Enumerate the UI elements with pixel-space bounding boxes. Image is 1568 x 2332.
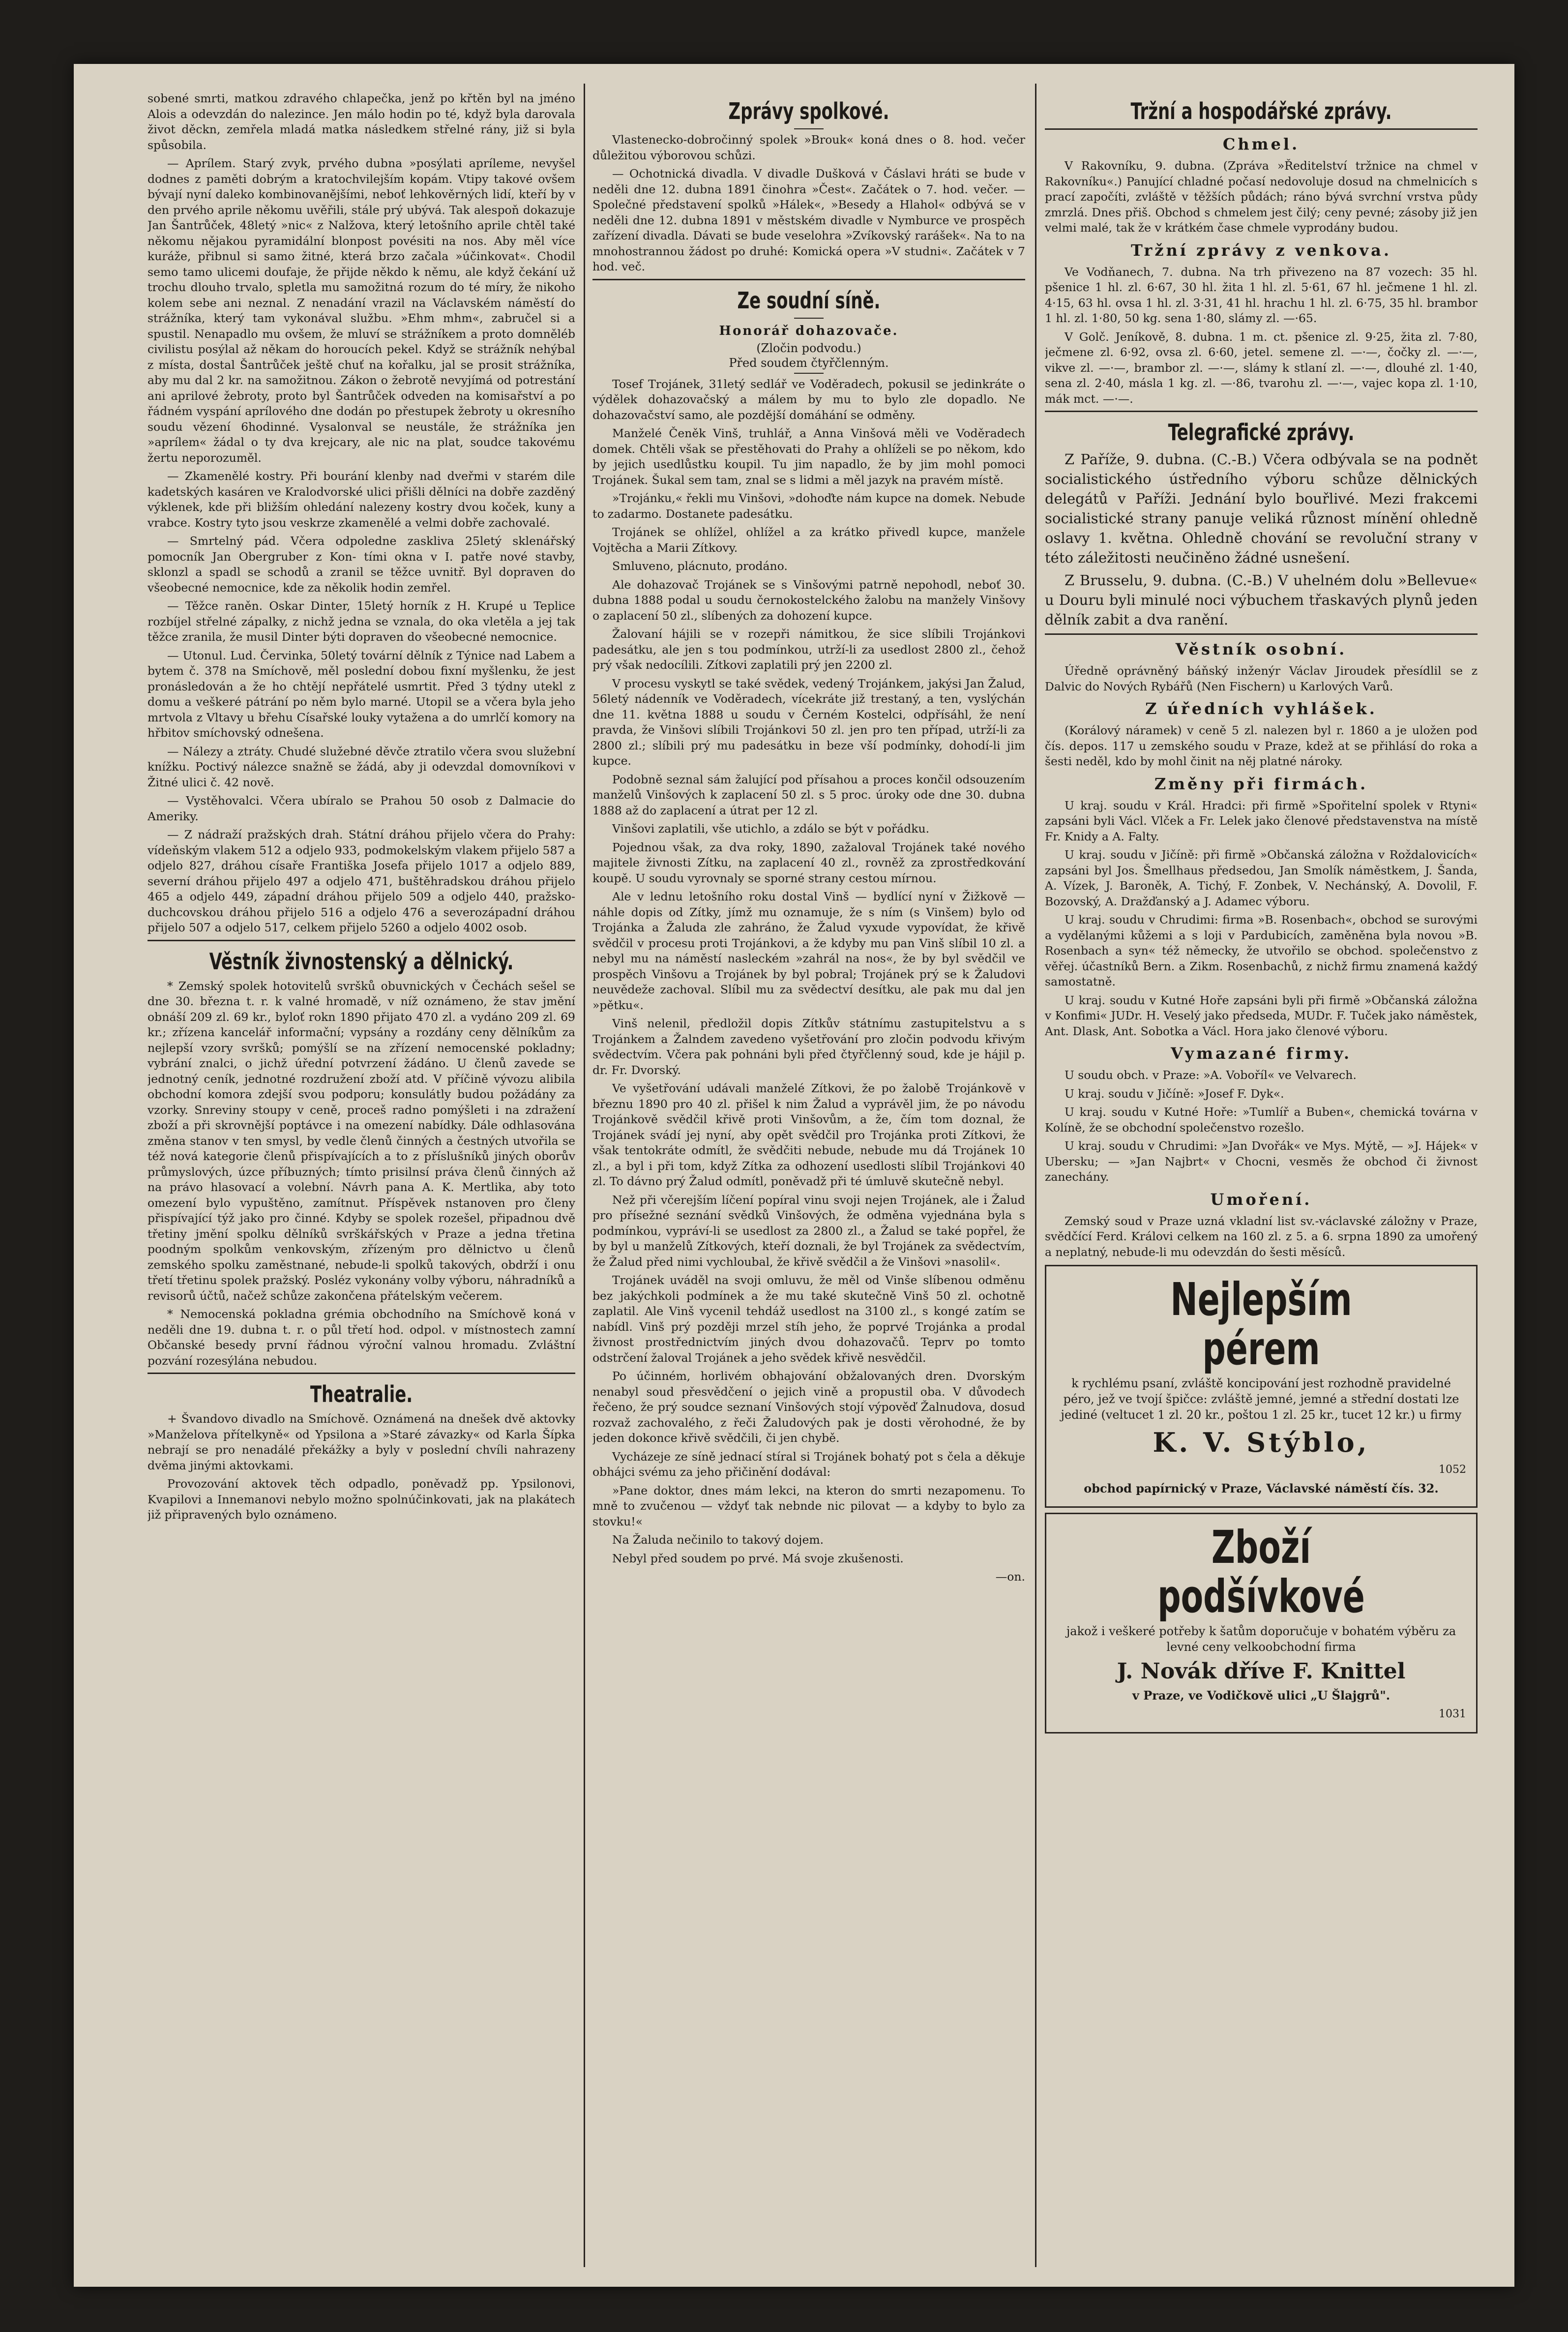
ad-text: jakož i veškeré potřeby k šatům doporučuje v bohatém výběru za levné ceny velkoobchodní firma	[1066, 1624, 1456, 1654]
article-paragraph: Ale v lednu letošního roku dostal Vinš — bydlící nyní v Žižkově — náhle dopis od Zítky, jímž mu oznamuje, že s ním (s Vinšem) bylo od Trojánka a Žaluda zle zahráno, že Žalud vyxude vypovídat, že křivě svědčil v procesu proti Trojánkovi, a že kdyby mu pan Vinš slíbil 10 zl. a nebyl mu na náměstí nasleckém »zahrál na nos«, že by byl svědčil ve prospěch Vinšovu a Trojánek by byl pobral; Trojánek prý se k Žaludovi neuvědeže zachoval. Slíbil mu za svědectví desítku, ale pak mu dal jen »pětku«.	[592, 890, 1025, 1012]
article-ochotnicka: — Ochotnická divadla. V divadle Dušková v Čáslavi hráti se bude v neděli dne 12. dubna 1891 činohra »Čest«. Začátek o 7. hod. večer. — Společné představení spolků »Hálek«, »Besedy a Hlahol« odbývá se v neděli dne 12. dubna 1891 v městském divadle v Nymburce ve prospěch zařízení divadla. Dávati se bude veselohra »Zvíkovský rarášek«. Na to na mnohostrannou žádost po druhé: Komická opera »V studni«. Začátek v 7 hod. več.	[592, 167, 1025, 273]
divider	[794, 128, 824, 129]
section-heading-telegraf: Telegrafické zprávy.	[1168, 419, 1355, 446]
article-jenikov: V Golč. Jeníkově, 8. dubna. 1 m. ct. pšenice zl. 9·25, žita zl. 7·80, ječmene zl. 6·92, ovsa zl. 6·60, jetel. semene zl. —·—, čočky zl. —·—, vikve zl. —·—, brambor zl. —·—, slámy k stlaní zl. —·—, dlouhé zl. 1·40, sena zl. 2·40, másla 1 kg. zl. —·86, tvarohu zl. —·—, vajec kopa zl. 1·10, mák mct. —·—.	[1045, 329, 1478, 406]
ad-title: Nejlepším pérem	[1170, 1273, 1352, 1375]
article-title: Honorář dohazovače.	[719, 323, 899, 338]
article-paragraph: Vinšovi zaplatili, vše utichlo, a zdálo se být v pořádku.	[612, 822, 930, 836]
article-firma: U kraj. soudu v Kutné Hoře: »Tumlíř a Buben«, chemická továrna v Kolíně, že se obchodní společenstvo rozešlo.	[1045, 1105, 1478, 1135]
article-spolek: * Zemský spolek hotovitelů svršků obuvnických v Čechách sešel se dne 30. března t. r. k valné hromadě, v níž oznámeno, že stav jmění obnáší 209 zl. 69 kr., byloť rokn 1890 přijato 470 zl. a vydáno 209 zl. 69 kr.; zřízena kancelář informační; vypsány a rozdány ceny dělníkům za nejlepší vzory svršků; pomýšlí se na zřízení nemocenské pokladny; vybrání znalci, o jichž úřední potvrzení žádáno. U členů zavede se jednotný ceník, jednotné rozdružení zboží atd. V příčině vývozu alibila obchodní komora zdejší svou podporu; konsulátly budou požádány za vzorky. Snreviny stoupy v ceně, proceš radno pomýšleti i na zdražení zboží a při skrovnější poptávce i na omezení nabídky. Dále odhlasována změna stanov v ten smysl, by vedle členů činných a čestných utvořila se též nová kategorie členů přispívajících a to z příslušníků jiných oborův průmyslových, úzce příbuzných; tímto prisilnsí práva členů činných až na právo hlasovací a volební. Návrh pana A. K. Mertlika, aby toto omezení bylo vypuštěno, zamítnut. Příspěvek nstanoven pro členy přispívající týž jako pro činné. Kdyby se spolek rozešel, připadnou dvě třetiny jmění spolku dělníků svrškářských v Praze a jedna třetina poodným spolkům venkovským, zřízeným pro dělnictvo u členů zemského spolku zaměstnané, nebude-li spolků takových, obdrží i onu třetí třetinu spolek pražský. Posléz vykonány volby výboru, náhradníků a revisorů účtů, načež schůze zakončena přátelským večerem.	[148, 979, 575, 1303]
advertisement-lining	[1045, 1513, 1478, 1734]
article-paragraph: Manželé Čeněk Vinš, truhlář, a Anna Vinšová měli ve Voděradech domek. Chtěli však se přestěhovati do Prahy a ohlíželi se po někom, kdo by jejich usedlůstku koupil. Tu jim napadlo, že by jim mohl pomoci Trojánek. Šukal sem tam, znal se s lidmi a měl jazyk na pravém místě.	[592, 426, 1025, 487]
subheading-umoreni: Umoření.	[1210, 1190, 1312, 1209]
article-ranen: — Těžce raněn. Oskar Dinter, 15letý horník z H. Krupé u Teplice rozbíjel střelné zápalky, z nichž jedna se vznala, do oka vletěla a jej tak těžce zranila, že musil Dinter býti dopraven do všeobecné nemocnice.	[148, 599, 575, 644]
article-aprilem: — Aprílem. Starý zvyk, prvého dubna »posýlati apríleme, nevyšel dodnes z paměti dobrým a kratochvilejším kopám. Vtipy takové ovšem bývají nyní daleko kombinovanějšími, neboť lehkověrných lidí, kteří by v den prvého aprile někomu uvěřili, stále prý ubývá. Tak alespoň dokazuje Jan Šantrůček, 48letý »nic« z Nalžova, který letošního aprile chtěl také někomu nějakou pyramidální blonpost povésiti na nos. Aby měl více kuráže, přibnul si samo žitné, která brzo začala »účinkovat«. Chodil semo tamo ulicemi doufaje, že přijde někdo k němu, ale když čekání už trochu dlouho trvalo, spletla mu samožitná rozum do té míry, že nikoho kolem sebe ani neznal. Z nenadání vrazil na Václavském náměstí do strážníka, který tam vykonával službu. »Ehm mhm«, zabručel si a spustil. Nenapadlo mu ovšem, že mluví se strážníkem a proto domněléb civilistu posýlal až někam do horoucích pekel. Když se strážník nehýbal z místa, dostal Šantrůček ještě chuť na kořalku, jal se prosit strážníka, aby mu dal 2 kr. na samožitnou. Zákon o žebrotě nevyjímá od potrestání ani aprilové žebroty, proto byl Šantrůček odveden na komisařství a po řádném vyspání aprílového dne dodán po přestupek žebroty u okresního soudu vězení 6hodinné. Vysalonval se neustále, že strážníka jen »aprílem« žádal o ty dva krejcary, ale nic na plat, soudce takovému žertu neporozuměl.	[148, 156, 575, 465]
column-right	[1045, 91, 1478, 2257]
subheading-chmel: Chmel.	[1222, 135, 1300, 153]
column-rule	[1035, 84, 1036, 2267]
article-paragraph: Trojánek se ohlížel, ohlížel a za krátko přivedl kupce, manžele Vojtěcha a Marii Zítkovy.	[592, 525, 1025, 555]
ad-text: k rychlému psaní, zvláště koncipování jest rozhodně pravidelné péro, jež ve tvojí špičce: zvláště jemné, jemné a střední dostati lze jediné (veltucet 1 zl. 20 kr., poštou 1 zl. 25 kr., tucet 12 kr.) u firmy	[1061, 1376, 1462, 1422]
article-firma: U kraj. soudu v Král. Hradci: při firmě »Spořitelní spolek v Rtyni« zapsáni byli Václ. Vlček a Fr. Lelek jako členové představenstva na místě Fr. Knidy a A. Falty.	[1045, 798, 1478, 843]
article-pariz: Z Paříže, 9. dubna. (C.-B.) Včera odbývala se na podnět socialistického ústředního výboru schůze dělnických delegátů v Paříži. Jednání bylo bouřlivé. Mezi frakcemi socialistické strany panuje veliká různost mínění ohledně oslavy 1. května. Ohledně chování se revoluční strany v této záležitosti neučiněno žádné usnešení.	[1045, 451, 1478, 566]
author-sign: —on.	[995, 1570, 1025, 1584]
article-paragraph: Nebyl před soudem po prvé. Má svoje zkušenosti.	[612, 1551, 904, 1565]
article-vodnany: Ve Vodňanech, 7. dubna. Na trh přivezeno na 87 vozech: 35 hl. pšenice 1 hl. zl. 6·67, 30 hl. žita 1 hl. zl. 5·61, 67 hl. ječmene 1 hl. zl. 4·15, 63 hl. ovsa 1 hl. zl. 3·31, 41 hl. hrachu 1 hl. zl. 6·75, 35 hl. brambor 1 hl. zl. 1·80, 50 kg. sena 1·80, slámy zl. —·65.	[1045, 265, 1478, 325]
article-firma: U kraj. soudu v Jičíně: při firmě »Občanská záložna v Roždalovicích« zapsáni byl Jos. Šmellhaus předsedou, Jan Smolík náměstkem, J. Šanda, A. Vízek, J. Baroněk, A. Tichý, F. Zonbek, V. Nechánský, A. Dovolil, F. Bozovský, A. Dražďanský a J. Adamec výboru.	[1045, 848, 1478, 908]
article-paragraph: Po účinném, horlivém obhajování obžalovaných dren. Dvorským nenabyl soud přesvědčení o jejich vině a propustil oba. V důvodech řečeno, že prý soudce seznaní Vinšových stojí výpověď Žalnudova, dosud rozvaž zachovalého, z řeči Žaludových pak je dosti věrohodné, že by jeden dokonce křivě svědčili, či jen chybě.	[592, 1369, 1025, 1445]
article-paragraph: Pojednou však, za dva roky, 1890, zažaloval Trojánek také nového majitele živnosti Zítku, na zaplacení 40 zl., rovněž za zprostředkování koupě. U soudu vyrovnaly se sporné strany cestou mírnou.	[592, 840, 1025, 885]
newspaper-page	[74, 64, 1514, 2287]
subheading-vymazane: Vymazané firmy.	[1170, 1044, 1352, 1063]
ad-number: 1052	[1439, 1464, 1466, 1476]
article-provozovani: Provozování aktovek těch odpadlo, poněvadž pp. Ypsilonovi, Kvapilovi a Innemanovi nebylo možno spolnúčinkovati, jak na plakátech již připravených bylo oznámeno.	[148, 1477, 575, 1522]
article-paragraph: Tosef Trojánek, 31letý sedlář ve Voděradech, pokusil se jedinkráte o výdělek dohazovačský a málem by mu to bylo zle dopadlo. Ne dohazovačství samo, ale pozdější domáhání se odměny.	[592, 377, 1025, 422]
article-utonul: — Utonul. Lud. Červinka, 50letý tovární dělník z Týnice nad Labem a bytem č. 378 na Smíchově, měl poslední dobou fixní myšlenku, že jest pronásledován a že ho chtějí nepřátelé usmrtit. Před 3 týdny utekl z domu a veškeré pátrání po něm bylo marné. Utopil se a včera byla jeho mrtvola z Vltavy u břehu Císařské louky vytažena a do umrlčí komory na hřbitov smíchovský odnešena.	[148, 648, 575, 740]
article-paragraph: Ale dohazovač Trojánek se s Vinšovými patrně nepohodl, neboť 30. dubna 1888 podal u soudu černokostelckého žalobu na manžely Vinšovy o zaplacení 50 zl., slíbených za dohození kupce.	[592, 577, 1025, 623]
subheading-vyhlasek: Z úředních vyhlášek.	[1145, 699, 1377, 718]
article-paragraph: »Trojánku,« řekli mu Vinšovi, »dohoďte nám kupce na domek. Nebude to zadarmo. Dostanete padesátku.	[592, 491, 1025, 521]
divider	[592, 279, 1025, 280]
article-kostry: — Zkamenělé kostry. Při bourání klenby nad dveřmi v starém dile kadetských kasáren ve Kralodvorské ulici přišli dělníci na dobře zazděný výklenek, kde při bližším ohledání nalezeny kostry dvou koček, kuny a vrabce. Kostry tyto jsou veskrze zkamenělé a velmi dobře zachovalé.	[148, 469, 575, 530]
article-rakovnik: V Rakovníku, 9. dubna. (Zpráva »Ředitelství tržnice na chmel v Rakovníku«.) Panující chladné počasí nedovoluje dosud na chmelnicích s prací započíti, zvláště v těžších půdách; ráno bývá svrchní vrstva půdy zmrzlá. Dnes přiš. Obchod s chmelem jest čilý; ceny pevné; zásoby již jen velmi malé, tak že v krátkém čase chmele vyprodány budou.	[1045, 159, 1478, 235]
divider	[794, 318, 824, 319]
article-umoreni: Zemský soud v Praze uzná vkladní list sv.-václavské záložny v Praze, svědčící Ferd. Královi celkem na 160 zl. z 5. a 6. srpna 1890 za umořený a neplatný, nebude-li mu odevzdán do šesti měsíců.	[1045, 1214, 1478, 1259]
section-heading-vestnik: Věstník živnostenský a dělnický.	[209, 948, 514, 975]
article-firma: U kraj. soudu v Jičíně: »Josef F. Dyk«.	[1065, 1086, 1284, 1101]
article-paragraph: Ve vyšetřování udávali manželé Zítkovi, že po žalobě Trojánkově v březnu 1890 pro 40 zl. přišel k nim Žalud a vyprávěl jim, že po návodu Trojánkově svědčil křivě proti Vinšovům, a že, čím tom doznal, že Trojánek svádí jej nyní, aby opět svědčil pro Trojánka proti Zítkovi, že však tentokráte odmítl, že svědčiti nebude, nebude mu dá Trojánek 10 zl., a byl i při tom, když Zítka za odhození usedlosti slíbil Trojánkovi 40 zl. To dávno prý Žalud odmítl, poněvadž při té úmluvě skutečně nebyl.	[592, 1081, 1025, 1188]
article-paragraph: Podobně seznal sám žalující pod přísahou a proces končil odsouzením manželů Vinšových k zaplacení 50 zl. s 5 proc. úroky ode dne 30. dubna 1888 až do zaplacení a útrat per 12 zl.	[592, 772, 1025, 817]
article-subtitle: Před soudem čtyřčlenným.	[729, 356, 889, 370]
section-heading-trzni: Tržní a hospodářské zprávy.	[1130, 98, 1392, 124]
article-svandovo: + Švandovo divadlo na Smíchově. Oznámená na dnešek dvě aktovky »Manželova přítelkyně« od Ypsilona a »Staré závazky« od Karla Šípka nebrají se pro nenadálé překážky a byly v poslední chvíli nahrazeny dvěma jinými aktovkami.	[148, 1412, 575, 1472]
divider	[148, 940, 575, 941]
article-nemocenska: * Nemocenská pokladna grémia obchodního na Smíchově koná v neděli dne 19. dubna t. r. o půl třetí hod. odpol. v místnostech zamní Občanské besedy první řádnou výroční valnou hromadu. Zvláštní pozvání rozesýlána nebudou.	[148, 1307, 575, 1368]
ad-title: Zboží podšívkové	[1157, 1521, 1365, 1623]
column-left	[148, 91, 575, 2257]
article-osobni: Úředně oprávněný báňský inženýr Václav Jiroudek přesídlil se z Dalvic do Nových Rybářů (Nen Fischern) u Karlových Varů.	[1045, 664, 1478, 693]
article-nalezy: — Nálezy a ztráty. Chudé služebné děvče ztratilo včera svou služební knížku. Poctivý nálezce snažně se žádá, aby ji odevzdal domovníkovi v Žitné ulici č. 42 nově.	[148, 744, 575, 789]
column-rule	[584, 84, 585, 2267]
ad-address: obchod papírnický v Praze, Václavské náměstí čís. 32.	[1084, 1481, 1439, 1495]
section-heading-soud: Ze soudní síně.	[737, 287, 881, 314]
divider	[1045, 411, 1478, 412]
section-heading-spolky: Zprávy spolkové.	[728, 98, 889, 124]
ad-company: K. V. Stýblo,	[1153, 1427, 1370, 1458]
article-brouk: Vlastenecko-dobročinný spolek »Brouk« koná dnes o 8. hod. večer důležitou výborovou schůzi.	[592, 133, 1025, 162]
article-nadrazi: — Z nádraží pražských drah. Státní dráhou přijelo včera do Prahy: vídeňským vlakem 512 a odjelo 933, podmokelským vlakem přijelo 587 a odjelo 827, dráhou císaře Františka Josefa přijelo 1017 a odjelo 889, severní dráhou přijelo 497 a odjelo 471, buštěhradskou dráhou přijelo 465 a odjelo 449, západní dráhou přijelo 509 a odjelo 440, pražsko-duchcovskou dráhou přijelo 516 a odjelo 476 a severozápadní dráhou přijelo 507 a odjelo 517, celkem přijelo 5260 a odjelo 4002 osob.	[148, 828, 575, 934]
article-paragraph: Na Žaluda nečinilo to takový dojem.	[612, 1533, 824, 1547]
article-subtitle: (Zločin podvodu.)	[756, 341, 861, 355]
article-paragraph: »Pane doktor, dnes mám lekci, na kteron do smrti nezapomenu. To mně to zvučenou — vždyť tak nebnde nic pilovat — a kdyby to bylo za stovku!«	[592, 1483, 1025, 1528]
article-firma: U kraj. soudu v Chrudimi: firma »B. Rosenbach«, obchod se surovými a vydělanými kůžemi a s loji v Pardubicích, zaměněna byla novou »B. Rosenbach a syn« též německy, že utvořilo se obchod. společenstvo z věřej. účastníků Bern. a Zikm. Rosenbachů, z nichž firmu znamená každý samostatně.	[1045, 913, 1478, 988]
column-middle	[592, 91, 1025, 2257]
article-paragraph: Vinš nelenil, předložil dopis Zítkův státnímu zastupitelstvu a s Trojánkem a Žalndem zavedeno vyšetřování pro zločin podvodu křivým svědectvím. Včera pak pohnáni byli před čtyřčlenný soud, kde je hájil p. dr. Fr. Dvorský.	[592, 1017, 1025, 1077]
divider	[148, 1373, 575, 1374]
ad-company: J. Novák dříve F. Knittel	[1117, 1659, 1406, 1684]
article-vystehovalci: — Vystěhovalci. Včera ubíralo se Prahou 50 osob z Dalmacie do Ameriky.	[148, 794, 575, 823]
article-paragraph: Vycházeje ze síně jednací stíral si Trojánek bohatý pot s čela a děkuje obhájci svému za jeho přičinění dodával:	[592, 1449, 1025, 1479]
divider	[1045, 128, 1478, 130]
article-paragraph: V procesu vyskytl se také svědek, vedený Trojánkem, jakýsi Jan Žalud, 56letý nádenník ve Voděradech, vícekráte již trestaný, a ten, vyslýchán dne 11. května 1888 u soudu v Černém Kostelci, odpřísáhl, že není pravda, že Vinšovi slíbili Trojánkovi 50 zl. jen pro ten případ, utrží-li za 2800 zl.; slíbili prý mu padesátku in beze vší podmínky, dohodí-li jim kupce.	[592, 676, 1025, 768]
subheading-zmeny: Změny při firmách.	[1154, 774, 1368, 793]
section-heading-theatre: Theatralie.	[310, 1381, 413, 1407]
article-pad: — Smrtelný pád. Včera odpoledne zaskliva 25letý sklenářský pomocník Jan Obergruber z Kon- tími okna v I. patře nové stavby, sklonzl a spadl se schodů a zranil se těžce uvnitř. Byl dopraven do všeobecné nemocnice, kde za několik hodin zemřel.	[148, 534, 575, 595]
telegraph-block	[1045, 449, 1478, 629]
subheading-venkov: Tržní zprávy z venkova.	[1130, 240, 1392, 260]
divider	[794, 373, 824, 374]
ad-number: 1031	[1439, 1708, 1466, 1720]
article-firma: U kraj. soudu v Chrudimi: »Jan Dvořák« ve Mys. Mýtě, — »J. Hájek« v Ubersku; — »Jan Najbrt« v Chocni, vesměs že obchod či živnost zanechány.	[1045, 1139, 1478, 1184]
article-brusel: Z Brusselu, 9. dubna. (C.-B.) V uhelném dolu »Bellevue« u Douru byli minulé noci výbuchem třaskavých plynů jeden dělník zabit a dva ranění.	[1045, 572, 1478, 628]
article-paragraph: Žalovaní hájili se v rozepři námitkou, že sice slíbili Trojánkovi padesátku, ale jen s tou podmínkou, utrží-li za usedlost 2800 zl., čehož prý však nedocílili. Zítkovi zaplatili prý jen 2200 zl.	[592, 627, 1025, 672]
article-paragraph: Trojánek uváděl na svoji omluvu, že měl od Vinše slíbenou odměnu bez jakýchkoli podmínek a že mu také skutečně Vinš 50 zl. ochotně zaplatil. Ale Vinš vycenil tehdáž usedlost na 3100 zl., s kongé zatím se nabídl. Vinš prý později mrzel stíh jeho, že poprvé Trojánka a prodal živnost prostřednictvím jiných dvou dohazovačů. Teprv po tomto odstrčení žaloval Trojánek a jeho svědek křivě nesvědčil.	[592, 1273, 1025, 1365]
subheading-osobni: Věstník osobní.	[1175, 640, 1347, 658]
article-paragraph: sobené smrti, matkou zdravého chlapečka, jenž po křtěn byl na jméno Alois a odevzdán do nalezince. Jen málo hodin po té, když byla darovala život děckn, zemřela mladá matka následkem střelné rány, již si byla spůsobila.	[148, 91, 575, 152]
advertisement-pen	[1045, 1265, 1478, 1508]
article-firma: U kraj. soudu v Kutné Hoře zapsáni byli při firmě »Občanská záložna v Konfimi« JUDr. H. Veselý jako předseda, MUDr. F. Tuček jako náměstek, Ant. Dlask, Ant. Sobotka a Václ. Hora jako členové výboru.	[1045, 993, 1478, 1038]
ad-address: v Praze, ve Vodičkově ulici „U Šlajgrů".	[1132, 1688, 1390, 1703]
article-koralovy: (Korálový náramek) v ceně 5 zl. nalezen byl r. 1860 a je uložen pod čís. depos. 117 u zemského soudu v Praze, kdež at se přihlásí do roka a šesti neděl, kdo by mohl činit na něj platné nároky.	[1045, 723, 1478, 768]
article-firma: U soudu obch. v Praze: »A. Voboříl« ve Velvarech.	[1065, 1068, 1357, 1082]
article-paragraph: Než při včerejším líčení popíral vinu svoji nejen Trojánek, ale i Žalud pro přísežné seznání svědků Vinšových, že odměna vyjednána byla s podmínkou, vypráví-li se usedlost za 2800 zl., a Žalud se také popřel, že by byl u manželů Zítkových, kteří doznali, že byl Trojánek za svědectvím, že Žalud před nimi vychloubal, že křivě svědčil a že Vinšovi »nasolil«.	[592, 1193, 1025, 1269]
divider	[1045, 633, 1478, 635]
article-paragraph: Smluveno, plácnuto, prodáno.	[612, 559, 788, 573]
